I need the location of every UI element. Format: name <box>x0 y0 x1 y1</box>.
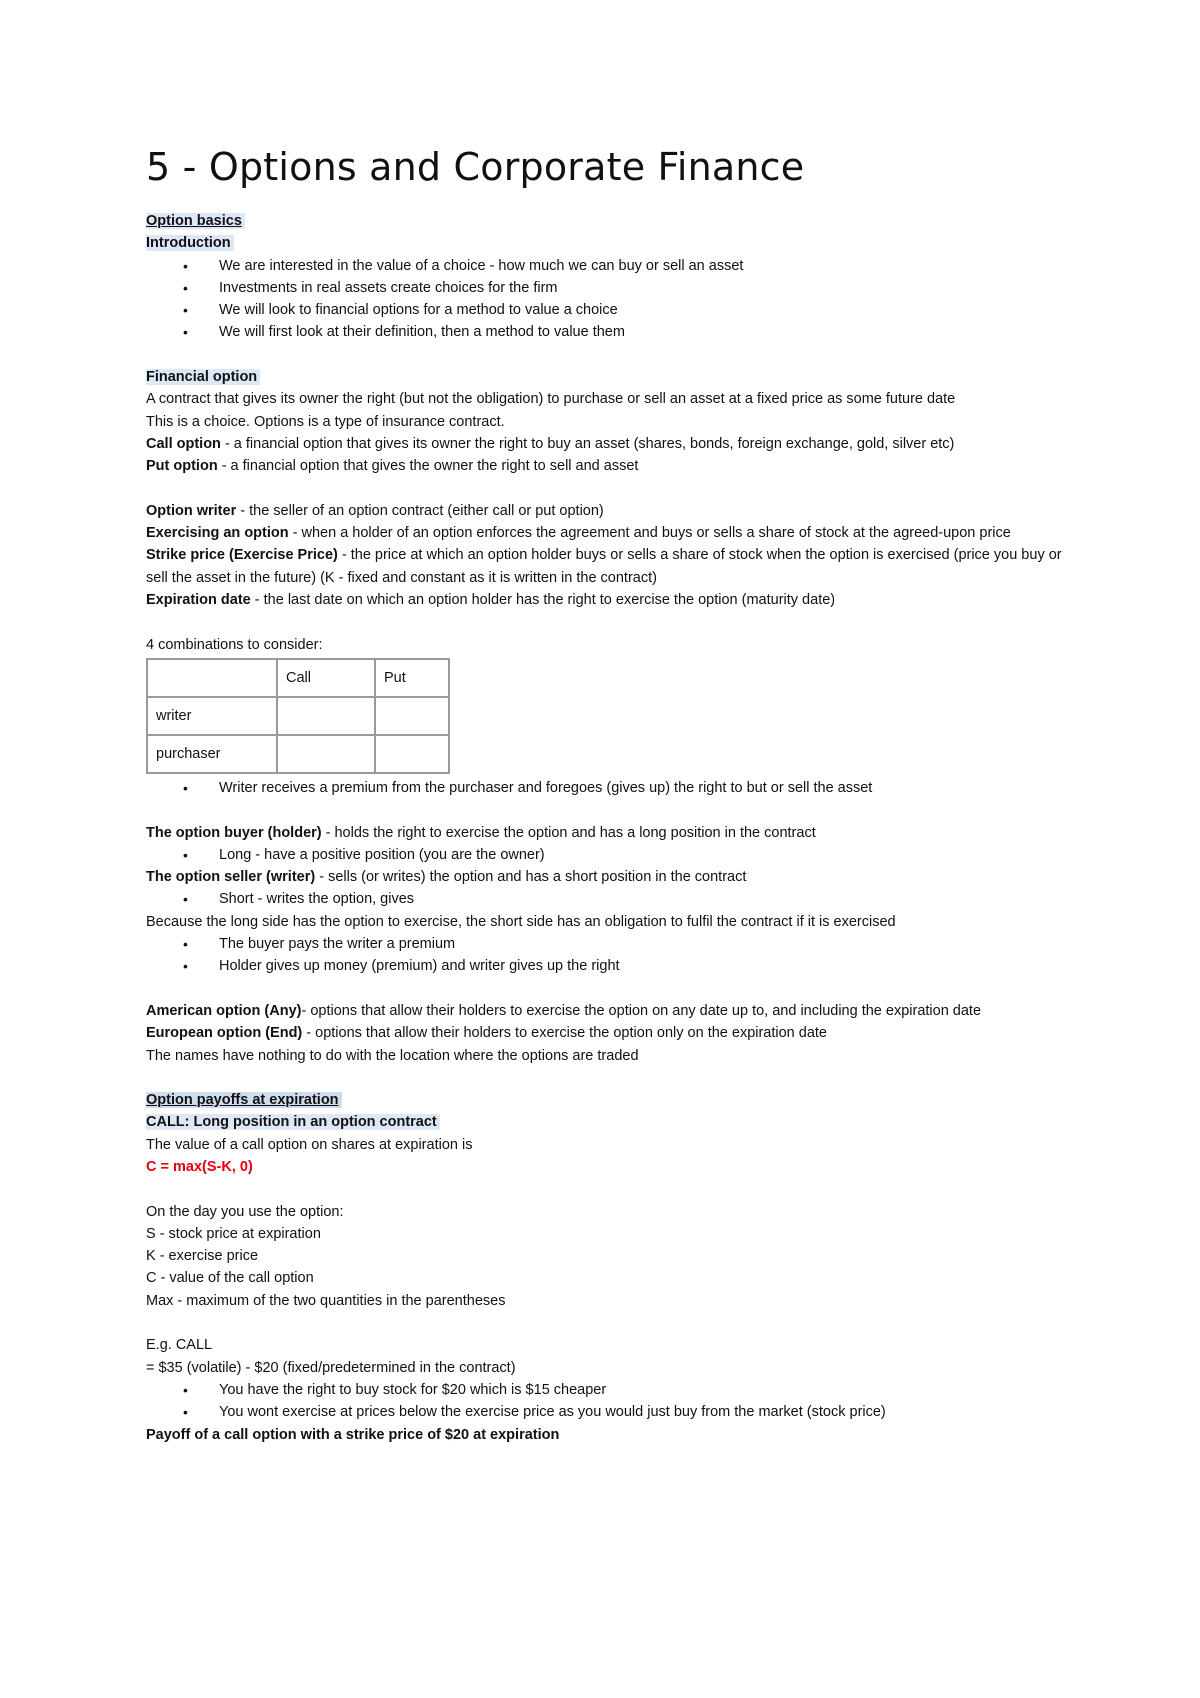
example-bullet-list <box>146 1379 1076 1424</box>
definition-line: S - stock price at expiration <box>146 1225 321 1242</box>
option-buyer-definition <box>146 822 1076 844</box>
term-expiration-date: Expiration date <box>146 592 251 609</box>
table-cell <box>277 735 375 773</box>
term-european-option: European option (End) <box>146 1025 303 1042</box>
table-cell: Put <box>375 659 449 697</box>
spacer <box>146 1067 1076 1089</box>
put-option-definition <box>146 455 1076 477</box>
list-item: • We are interested in the value of a choice - how much we can buy or sell an asset <box>146 255 1076 277</box>
page-title: 5 - Options and Corporate Finance <box>146 145 805 189</box>
american-option-text: - options that allow their holders to exercise the option on any date up to, and including the expiration date <box>301 1002 982 1019</box>
spacer <box>146 1178 1076 1200</box>
expiration-date-text: - the last date on which an option holder has the right to exercise the option (maturity date) <box>250 592 836 609</box>
day-of-use-label: On the day you use the option: <box>146 1203 344 1220</box>
definition-line: Max - maximum of the two quantities in the parentheses <box>146 1292 506 1309</box>
exercising-text: - when a holder of an option enforces the agreement and buys or sells a share of stock at the agreed-upon price <box>288 525 1011 542</box>
european-option-definition <box>146 1022 1076 1044</box>
option-seller-text: - sells (or writes) the option and has a short position in the contract <box>315 869 747 886</box>
definition-line: C - value of the call option <box>146 1270 314 1287</box>
term-american-option: American option (Any) <box>146 1002 302 1019</box>
term-option-writer: Option writer <box>146 502 237 519</box>
call-option-text: - a financial option that gives its owner the right to buy an asset (shares, bonds, foreign exchange, gold, silver etc) <box>220 435 955 452</box>
call-long-label-row <box>146 1111 1076 1133</box>
call-value-formula: C = max(S-K, 0) <box>146 1158 253 1175</box>
example-calculation: = $35 (volatile) - $20 (fixed/predetermined in the contract) <box>146 1359 516 1376</box>
long-short-note: Because the long side has the option to exercise, the short side has an obligation to fulfil the contract if it is exercised <box>146 913 896 930</box>
option-writer-text: - the seller of an option contract (either call or put option) <box>236 502 604 519</box>
european-option-text: - options that allow their holders to exercise the option only on the expiration date <box>302 1025 827 1042</box>
list-item: • You have the right to buy stock for $20 which is $15 cheaper <box>146 1379 1076 1401</box>
financial-option-choice-note: This is a choice. Options is a type of insurance contract. <box>146 413 505 430</box>
list-item: • You wont exercise at prices below the exercise price as you would just buy from the market (stock price) <box>146 1401 1076 1423</box>
subheading-financial-option: Financial option <box>146 369 260 385</box>
list-item: • The buyer pays the writer a premium <box>146 933 1076 955</box>
list-item: • Short - writes the option, gives <box>146 888 1076 910</box>
table-cell <box>375 735 449 773</box>
expiration-date-definition <box>146 589 1076 611</box>
exercising-definition <box>146 522 1076 544</box>
table-cell: writer <box>147 697 277 735</box>
table-row <box>147 697 449 735</box>
list-item: • Investments in real assets create choices for the firm <box>146 277 1076 299</box>
example-label: E.g. CALL <box>146 1337 213 1354</box>
seller-bullet-list <box>146 888 1076 910</box>
financial-option-definition: A contract that gives its owner the right (but not the obligation) to purchase or sell an asset at a fixed price as some future date <box>146 391 956 408</box>
list-item: • Holder gives up money (premium) and writer gives up the right <box>146 955 1076 977</box>
table-cell <box>147 659 277 697</box>
spacer <box>146 344 1076 366</box>
intro-bullet-list <box>146 255 1076 344</box>
subheading-introduction: Introduction <box>146 235 234 251</box>
section-heading-option-payoffs: Option payoffs at expiration <box>146 1092 342 1108</box>
list-item: • Long - have a positive position (you are the owner) <box>146 844 1076 866</box>
intro-label-row <box>146 232 1076 254</box>
names-note: The names have nothing to do with the location where the options are traded <box>146 1047 639 1064</box>
strike-price-text: - the price at which an option holder buys or sells a share of stock when the option is exercised (price you buy or sell the asset in the future) (K - fixed and constant as it is written in the contract) <box>146 547 1062 586</box>
spacer <box>146 478 1076 500</box>
section-heading-option-basics: Option basics <box>146 213 245 229</box>
table-cell <box>375 697 449 735</box>
american-option-definition <box>146 1000 1076 1022</box>
payoff-call-title: Payoff of a call option with a strike price of $20 at expiration <box>146 1426 560 1443</box>
document-content <box>146 140 1076 1446</box>
call-value-line: The value of a call option on shares at expiration is <box>146 1136 473 1153</box>
term-call-option: Call option <box>146 435 221 452</box>
term-strike-price: Strike price (Exercise Price) <box>146 547 338 564</box>
term-put-option: Put option <box>146 458 218 475</box>
combinations-table <box>146 658 450 774</box>
table-cell <box>277 697 375 735</box>
table-cell: purchaser <box>147 735 277 773</box>
section-heading-row <box>146 1089 1076 1111</box>
option-writer-definition <box>146 500 1076 522</box>
subheading-call-long-position: CALL: Long position in an option contract <box>146 1114 440 1130</box>
buyer-bullet-list <box>146 844 1076 866</box>
financial-option-label-row <box>146 366 1076 388</box>
option-seller-definition <box>146 866 1076 888</box>
spacer <box>146 611 1076 633</box>
list-item: • We will look to financial options for a method to value a choice <box>146 299 1076 321</box>
list-item: • Writer receives a premium from the purchaser and foregoes (gives up) the right to but or sell the asset <box>146 777 1076 799</box>
premium-bullet-list <box>146 933 1076 978</box>
definition-line: K - exercise price <box>146 1248 259 1265</box>
strike-price-definition <box>146 544 1076 589</box>
term-option-buyer: The option buyer (holder) <box>146 824 322 841</box>
spacer <box>146 1312 1076 1334</box>
section-heading-row <box>146 210 1076 232</box>
spacer <box>146 799 1076 821</box>
list-item: • We will first look at their definition, then a method to value them <box>146 321 1076 343</box>
combinations-label: 4 combinations to consider: <box>146 636 323 653</box>
term-option-seller: The option seller (writer) <box>146 869 316 886</box>
call-option-definition <box>146 433 1076 455</box>
put-option-text: - a financial option that gives the owner the right to sell and asset <box>217 458 639 475</box>
writer-bullet-list <box>146 777 1076 799</box>
spacer <box>146 978 1076 1000</box>
table-header-row <box>147 659 449 697</box>
term-exercising: Exercising an option <box>146 525 289 542</box>
table-row <box>147 735 449 773</box>
table-cell: Call <box>277 659 375 697</box>
option-buyer-text: - holds the right to exercise the option and has a long position in the contract <box>321 824 816 841</box>
